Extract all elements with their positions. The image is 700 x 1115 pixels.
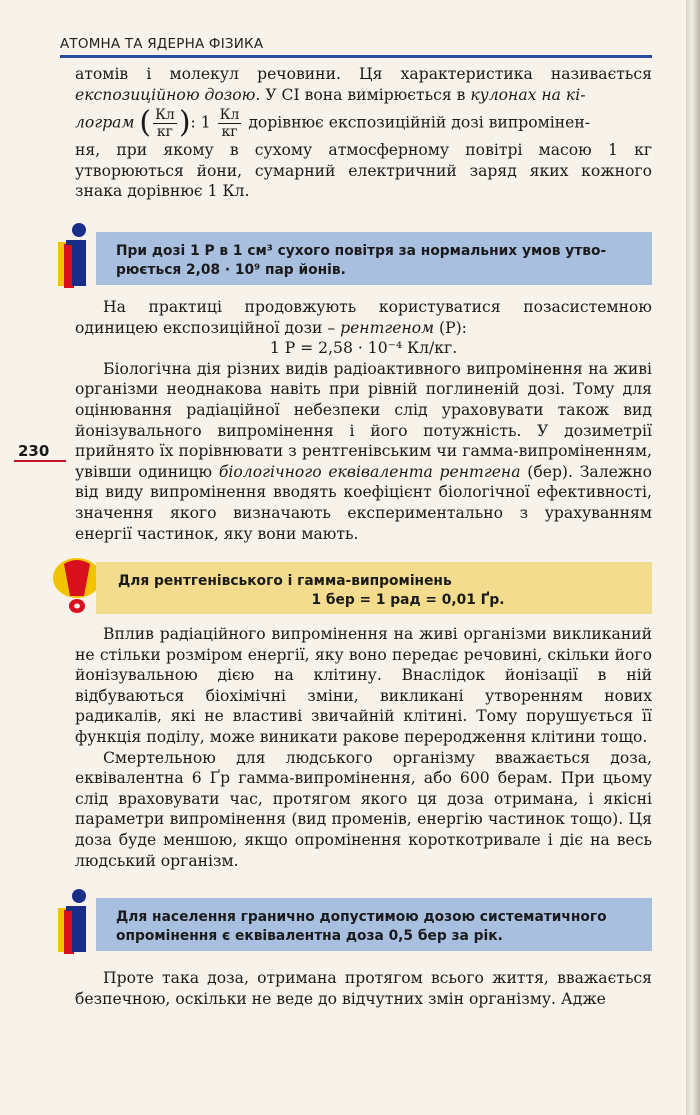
note-box-population-dose: Для населення гранично допустимою дозою систематичного опромінення є еквівалентна доза 0,5 бер за рік. — [96, 898, 652, 951]
note-box-ion-pairs: При дозі 1 Р в 1 см³ сухого повітря за нормальних умов утво- рюється 2,08 · 10⁹ пар йонів. — [96, 232, 652, 285]
unit-fraction: $\frac{Кл}{кг}$ — [155, 107, 175, 141]
page-number-rule — [14, 460, 66, 462]
unit-fraction-2: $\frac{Кл}{кг}$ — [219, 107, 240, 141]
paragraph-radiation-effects: Вплив радіаційного випромінення на живі організми викликаний не стільки розміром енергії, яку воно передає речовині, скільки його йонізувальною дією на клітину. Внаслідок йонізації в ній відбуваються біохімічні зміни, викликані утворенням нових радикалів, які не властиві звичайній клітині. Тому порушується її функція поділу, може виникати ракове переродження клітини тощо. Смертельною для людського організму вважається доза, еквівалентна 6 Ґр гамма-випромінення, або 600 берам. При цьому слід враховувати час, протягом якого ця доза отримана, і якісні параметри випромінення (вид променів, енергію частинок тощо). Ця доза буде меншою, якщо опромінення короткотривале і діє на весь людський організм. — [75, 625, 652, 870]
header-rule — [60, 55, 652, 58]
roentgen-formula: 1 Р = 2,58 · 10⁻⁴ Кл/кг. — [269, 339, 458, 358]
paragraph-exposure-dose: атомів і молекул речовини. Ця характеристика називається експозиційною дозою. У СІ вона вимірюється в кулонах на кі- лограм ( $\frac{Кл}{кг}$ ): 1 $\frac{Кл}{кг}$ дорівнює експозиційній дозі випромінен- ня, при якому в сухому атмосферному повітрі масою 1 кг утворюються йони, сумарний електричний заряд яких кожного знака дорівнює 1 Кл. — [75, 65, 652, 201]
paragraph-lifetime-dose: Проте така доза, отримана протягом всього життя, вважається безпечною, оскільки не веде до відчутних змін організму. Адже — [75, 969, 652, 1008]
info-i-icon — [52, 222, 98, 290]
info-i-icon-2 — [52, 888, 98, 956]
page-number: 230 — [18, 442, 50, 460]
running-header: АТОМНА ТА ЯДЕРНА ФІЗИКА — [60, 36, 264, 52]
note-box-ber: Для рентгенівського і гамма-випромінень 1 бер = 1 рад = 0,01 Ґр. — [96, 562, 652, 614]
paragraph-roentgen: На практиці продовжують користуватися позасистемною одиницею експозиційної дози – рентгеном (Р): 1 Р = 2,58 · 10⁻⁴ Кл/кг. Біологічна дія різних видів радіоактивного випромінення на живі організми неоднакова навіть при рівній поглиненій дозі. Тому для оцінювання радіаційної небезпеки слід ураховувати також вид йонізувального випромінення і його потужність. У дозиметрії прийнято їх порівнювати з рентгенівським чи гамма-випроміненням, увівши одиницю біологічного еквівалента рентгена (бер). Залежно від виду випромінення вводять коефіцієнт біологічної ефективності, значення якого визначають експериментально з урахуванням енергії частинок, яку вони мають. — [75, 298, 652, 543]
page-edge — [686, 0, 700, 1115]
